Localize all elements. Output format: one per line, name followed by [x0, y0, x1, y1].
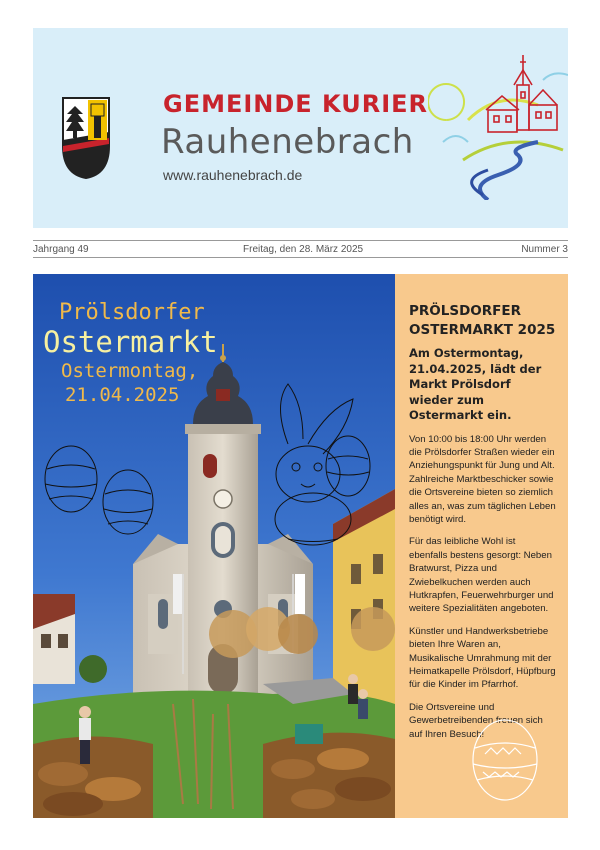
article-lead: Am Ostermontag, 21.04.2025, lädt der Markt Prölsdorf wieder zum Ostermarkt ein.: [409, 346, 542, 422]
village-church-icon: [428, 50, 568, 200]
masthead: [33, 28, 568, 228]
article-paragraph-4: Die Ortsvereine und Gewerbetreibenden freuen sich auf Ihren Besuch!: [409, 701, 543, 740]
article-paragraph-3: Künstler und Handwerksbetriebe bieten Ihre Waren an, Musikalische Umrahmung mit der Heimatkapelle Prölsdorf, Hüpfburg für die Kinder im Pfarrhof.: [409, 625, 556, 691]
cover-photo: [33, 274, 395, 818]
masthead-title-top: GEMEINDE KURIER: [163, 90, 429, 118]
issue-date: Freitag, den 28. März 2025: [243, 244, 364, 255]
photo-headline-2: Ostermarkt: [43, 325, 218, 359]
article-paragraph-1: Von 10:00 bis 18:00 Uhr werden die Prölsdorfer Straßen wieder ein Anziehungspunkt für Jung und Alt. Zahlreiche Marktbeschicker sowie die Ortsvereine bieten so ziemlich alles an, was zum täglichen Leben benötigt wird.: [409, 433, 556, 525]
photo-headline-4: 21.04.2025: [65, 384, 180, 406]
article: [395, 274, 568, 818]
easter-egg-outline-icon: [465, 714, 545, 804]
masthead-title-main: Rauhenebrach: [161, 122, 414, 162]
article-title-line-1: PRÖLSDORFER: [409, 303, 522, 319]
article-paragraph-2: Für das leibliche Wohl ist ebenfalls bestens gesorgt: Neben Bratwurst, Pizza und Zwiebelkuchen werden auch Hutkrapfen, Feuerwehrburger und weitere Spezialitäten angeboten.: [409, 536, 554, 615]
photo-headline-1: Prölsdorfer: [59, 300, 205, 325]
issue-number: Nummer 3: [521, 244, 568, 255]
article-title: [409, 302, 556, 340]
issue-volume: Jahrgang 49: [33, 244, 89, 255]
coat-of-arms-icon: [61, 96, 111, 180]
masthead-url[interactable]: www.rauhenebrach.de: [163, 167, 303, 183]
article-title-line-2: OSTERMARKT 2025: [409, 322, 556, 338]
photo-headline-3: Ostermontag,: [61, 360, 199, 382]
issue-bar: [33, 240, 568, 258]
